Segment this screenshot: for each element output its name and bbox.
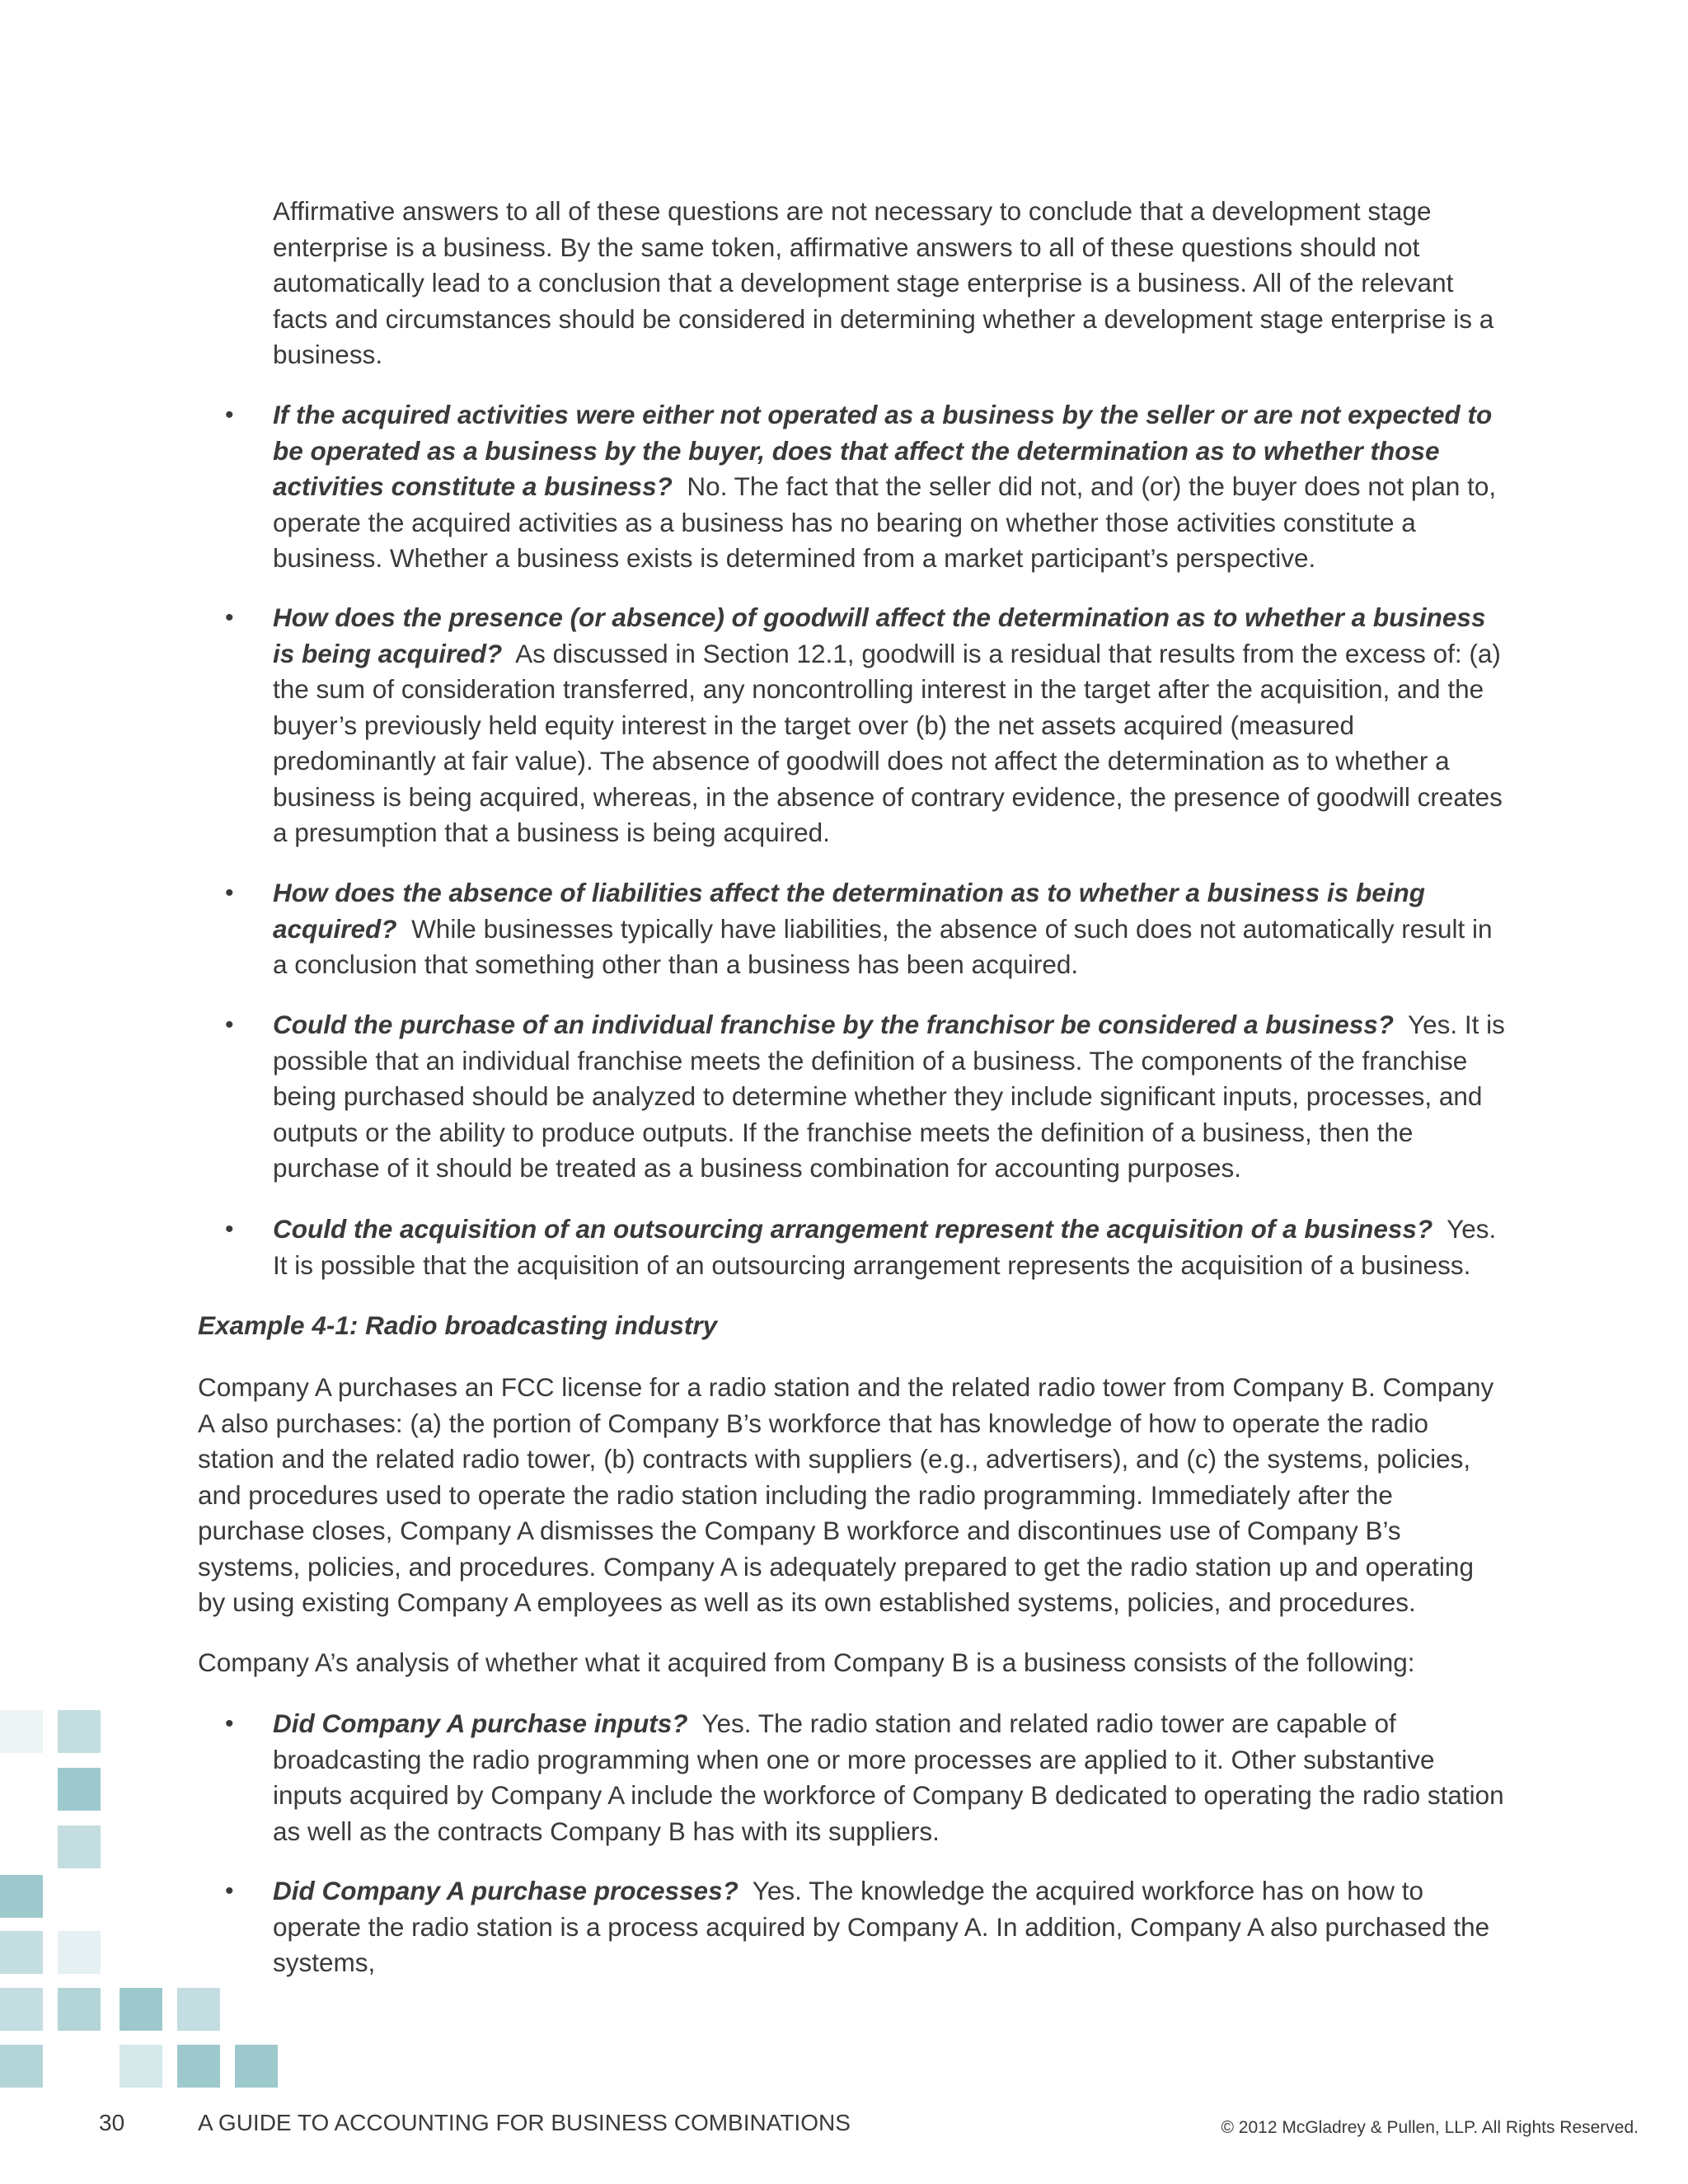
decorative-square bbox=[58, 1710, 101, 1753]
qa-item bbox=[273, 600, 1505, 851]
qa-item bbox=[273, 1007, 1505, 1187]
analysis-question: Did Company A purchase inputs? bbox=[273, 1708, 688, 1738]
decorative-square bbox=[58, 1825, 101, 1868]
analysis-answer: Yes. The knowledge the acquired workforce has on how to operate the radio station is a process acquired by Company A. In addition, Company A also purchased the systems, bbox=[273, 1876, 1490, 1977]
page-number: 30 bbox=[99, 2110, 125, 2135]
decorative-square bbox=[120, 2045, 162, 2088]
decorative-square bbox=[235, 2045, 278, 2088]
qa-question: Could the purchase of an individual franchise by the franchisor be considered a business? bbox=[273, 1010, 1395, 1039]
qa-item bbox=[273, 397, 1505, 577]
decorative-square bbox=[120, 1988, 162, 2031]
analysis-item bbox=[273, 1706, 1505, 1849]
decorative-square bbox=[177, 2045, 220, 2088]
qa-answer: Yes. It is possible that the acquisition of an outsourcing arrangement represents the acquisition of a business. bbox=[273, 1214, 1497, 1280]
bullet-marker: • bbox=[225, 401, 234, 429]
decorative-square bbox=[0, 2045, 43, 2088]
bullet-marker: • bbox=[225, 879, 234, 907]
bullet-marker: • bbox=[225, 1216, 234, 1243]
bullet-marker: • bbox=[225, 1011, 234, 1038]
intro-paragraph: Affirmative answers to all of these questions are not necessary to conclude that a development stage enterprise is a business. By the same token, affirmative answers to all of these questions should not automatically lead to a conclusion that a development stage enterprise is a business. All of the relevant facts and circumstances should be considered in determining whether a development stage enterprise is a business. bbox=[273, 196, 1494, 369]
decorative-square bbox=[58, 1988, 101, 2031]
decorative-square bbox=[177, 1988, 220, 2031]
decorative-square bbox=[0, 1988, 43, 2031]
qa-item bbox=[273, 875, 1505, 983]
analysis-answer: Yes. The radio station and related radio tower are capable of broadcasting the radio programming when one or more processes are applied to it. Other substantive inputs acquired by Company A include the workforce of Company B dedicated to operating the radio station as well as the contracts Company B has with its suppliers. bbox=[273, 1708, 1504, 1846]
qa-answer: Yes. It is possible that an individual franchise meets the definition of a business. The components of the franchise being purchased should be analyzed to determine whether they include significant inputs, processes, and outputs or the ability to produce outputs. If the franchise meets the definition of a business, then the purchase of it should be treated as a business combination for accounting purposes. bbox=[273, 1010, 1505, 1183]
bullet-marker: • bbox=[225, 1877, 234, 1905]
analysis-question: Did Company A purchase processes? bbox=[273, 1876, 738, 1905]
decorative-square bbox=[0, 1875, 43, 1918]
bullet-marker: • bbox=[225, 604, 234, 631]
footer-title: A GUIDE TO ACCOUNTING FOR BUSINESS COMBINATIONS bbox=[198, 2110, 851, 2135]
qa-item bbox=[273, 1212, 1505, 1283]
qa-answer: While businesses typically have liabilities, the absence of such does not automatically result in a conclusion that something other than a business has been acquired. bbox=[273, 913, 1493, 979]
qa-question: How does the absence of liabilities affect the determination as to whether a business is being acquired? bbox=[273, 878, 1425, 944]
analysis-intro: Company A’s analysis of whether what it acquired from Company B is a business consists of the following: bbox=[198, 1647, 1415, 1677]
analysis-item bbox=[273, 1873, 1505, 1981]
qa-question: Could the acquisition of an outsourcing arrangement represent the acquisition of a business? bbox=[273, 1214, 1433, 1244]
qa-answer: No. The fact that the seller did not, and (or) the buyer does not plan to, operate the acquired activities as a business has no bearing on whether those activities constitute a business. Whether a business exists is determined from a market participant’s perspective. bbox=[273, 471, 1497, 573]
decorative-square bbox=[0, 1931, 43, 1974]
copyright-notice: © 2012 McGladrey & Pullen, LLP. All Rights Reserved. bbox=[1221, 2118, 1639, 2137]
example-paragraph: Company A purchases an FCC license for a radio station and the related radio tower from Company B. Company A also purchases: (a) the portion of Company B’s workforce that has knowledge of how to operate the radio station and the related radio tower, (b) contracts with suppliers (e.g., advertisers), and (c) the systems, policies, and procedures used to operate the radio station including the radio programming. Immediately after the purchase closes, Company A dismisses the Company B workforce and discontinues use of Company B’s systems, policies, and procedures. Company A is adequately prepared to get the radio station up and operating by using existing Company A employees as well as its own established systems, policies, and procedures. bbox=[198, 1372, 1494, 1617]
bullet-marker: • bbox=[225, 1710, 234, 1737]
decorative-square bbox=[58, 1931, 101, 1974]
qa-answer: As discussed in Section 12.1, goodwill is a residual that results from the excess of: (a) the sum of consideration transferred, any noncontrolling interest in the target after the acquisition, and the buyer’s previously held equity interest in the target over (b) the net assets acquired (measured predominantly at fair value). The absence of goodwill does not affect the determination as to whether a business is being acquired, whereas, in the absence of contrary evidence, the presence of goodwill creates a presumption that a business is being acquired. bbox=[273, 638, 1503, 847]
example-heading: Example 4-1: Radio broadcasting industry bbox=[198, 1310, 718, 1340]
qa-question: If the acquired activities were either not operated as a business by the seller or are not expected to be operated as a business by the buyer, does that affect the determination as to whether those activities constitute a business? bbox=[273, 400, 1493, 501]
decorative-square bbox=[0, 1710, 43, 1753]
qa-question: How does the presence (or absence) of goodwill affect the determination as to whether a business is being acquired? bbox=[273, 602, 1486, 668]
decorative-square bbox=[58, 1768, 101, 1811]
